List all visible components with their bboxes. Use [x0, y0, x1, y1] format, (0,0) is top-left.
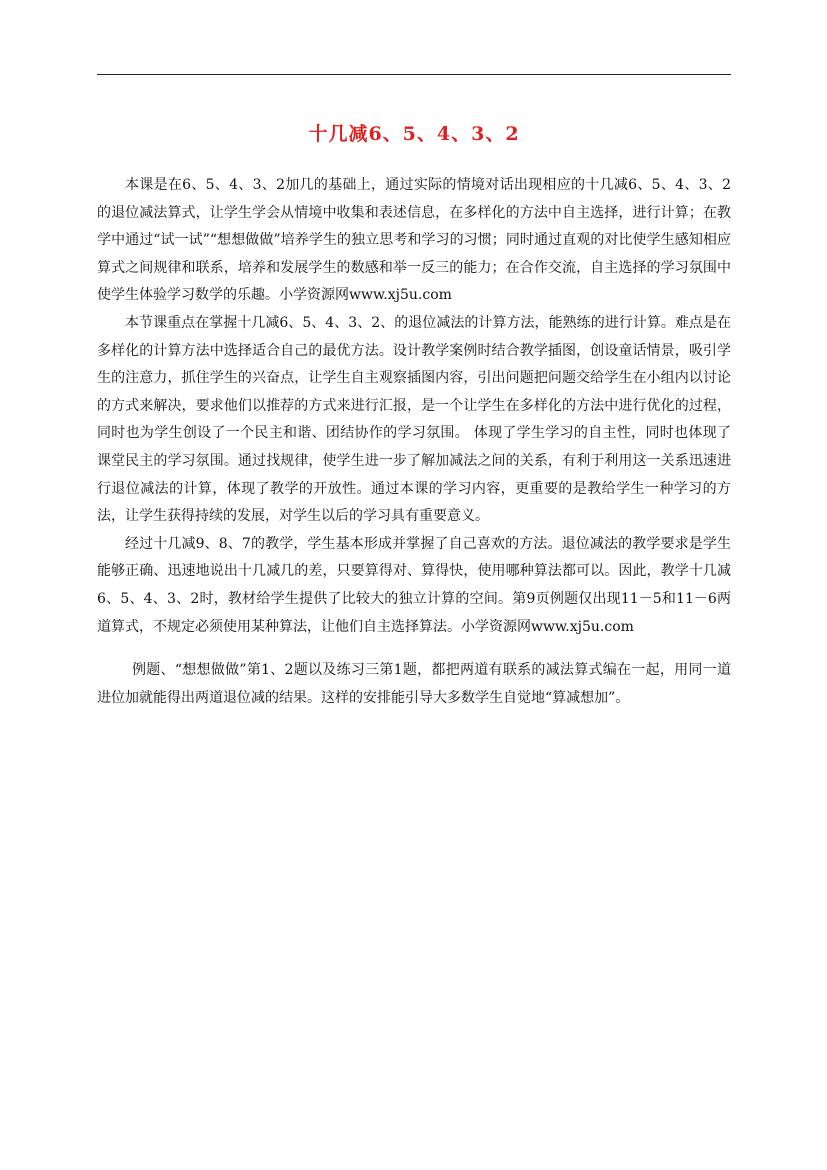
paragraph-2: 本节课重点在掌握十几减6、5、4、3、2、的退位减法的计算方法，能熟练的进行计算。难点是在多样化的计算方法中选择适合自己的最优方法。设计教学案例时结合教学插图，创设童话情景，吸引学生的注意力，抓住学生的兴奋点，让学生自主观察插图内容，引出问题把问题交给学生在小组内以讨论的方式来解决，要求他们以推荐的方式来进行汇报，是一个让学生在多样化的方法中进行优化的过程，同时也为学生创设了一个民主和谐、团结协作的学习氛围。 体现了学生学习的自主性，同时也体现了课堂民主的学习氛围。通过找规律，使学生进一步了解加减法之间的关系，有利于利用这一关系迅速进行退位减法的计算，体现了教学的开放性。通过本课的学习内容，更重要的是教给学生一种学习的方法，让学生获得持续的发展，对学生以后的学习具有重要意义。 — [97, 314, 731, 525]
paragraph-4: 例题、“想想做做”第1、2题以及练习三第1题，都把两道有联系的减法算式编在一起，用同一道进位加就能得出两道退位减的结果。这样的安排能引导大多数学生自觉地“算减想加”。 — [97, 662, 731, 706]
paragraph-1: 本课是在6、5、4、3、2加几的基础上，通过实际的情境对话出现相应的十几减6、5、4、3、2的退位减法算式，让学生学会从情境中收集和表述信息，在多样化的方法中自主选择，进行计算；在教学中通过“试一试”“想想做做”培养学生的独立思考和学习的习惯；同时通过直观的对比使学生感知相应算式之间规律和联系，培养和发展学生的数感和举一反三的能力；在合作交流，自主选择的学习氛围中使学生体验学习数学的乐趣。小学资源网www.xj5u.com — [97, 177, 731, 304]
header-rule — [97, 74, 731, 75]
document-body — [97, 172, 731, 712]
paragraph-3: 经过十几减9、8、7的教学，学生基本形成并掌握了自己喜欢的方法。退位减法的教学要求是学生能够正确、迅速地说出十几减几的差，只要算得对、算得快，使用哪种算法都可以。因此，教学十几减6、5、4、3、2时，教材给学生提供了比较大的独立计算的空间。第9页例题仅出现11－5和11－6两道算式，不规定必须使用某种算法，让他们自主选择算法。小学资源网www.xj5u.com — [97, 535, 731, 635]
document-title: 十几减6、5、4、3、2 — [308, 123, 520, 145]
